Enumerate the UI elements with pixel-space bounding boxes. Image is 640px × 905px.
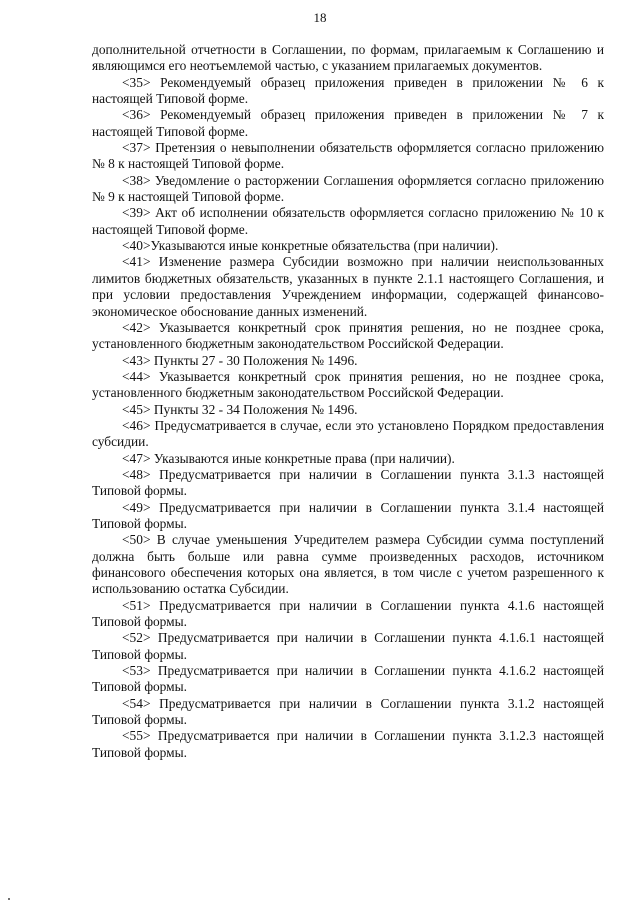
footnote-paragraph: <52> Предусматривается при наличии в Соглашении пункта 4.1.6.1 настоящей Типовой формы. [92,630,604,662]
footnote-paragraph: <49> Предусматривается при наличии в Соглашении пункта 3.1.4 настоящей Типовой формы. [92,499,604,531]
footnote-paragraph: <39> Акт об исполнении обязательств оформляется согласно приложению № 10 к настоящей Типовой форме. [92,205,604,237]
footnote-paragraph: <55> Предусматривается при наличии в Соглашении пункта 3.1.2.3 настоящей Типовой формы. [92,728,604,760]
footnote-paragraph: <51> Предусматривается при наличии в Соглашении пункта 4.1.6 настоящей Типовой формы. [92,597,604,630]
footnote-paragraph: <47> Указываются иные конкретные права (при наличии). [122,450,455,466]
scan-speck [8,898,10,900]
footnote-paragraph: <43> Пункты 27 - 30 Положения № 1496. [122,352,358,368]
footnote-paragraph: <42> Указывается конкретный срок принятия решения, но не позднее срока, установленного бюджетным законодательством Российской Федерации. [92,319,604,352]
footnote-paragraph: <48> Предусматривается при наличии в Соглашении пункта 3.1.3 настоящей Типовой формы. [92,466,604,499]
footnotes-body [92,42,604,761]
footnote-paragraph: <53> Предусматривается при наличии в Соглашении пункта 4.1.6.2 настоящей Типовой формы. [92,663,604,695]
footnote-paragraph: <36> Рекомендуемый образец приложения приведен в приложении № 7 к настоящей Типовой форме. [92,107,604,139]
footnote-paragraph: <37> Претензия о невыполнении обязательств оформляется согласно приложению № 8 к настоящей Типовой форме. [92,140,604,172]
footnote-paragraph: <44> Указывается конкретный срок принятия решения, но не позднее срока, установленного бюджетным законодательством Российской Федерации. [92,368,604,401]
page-number: 18 [313,10,327,25]
footnote-paragraph: <46> Предусматривается в случае, если это установлено Порядком предоставления субсидии. [92,417,604,450]
footnote-paragraph: <50> В случае уменьшения Учредителем размера Субсидии сумма поступлений должна быть больше или равна сумме произведенных расходов, источником финансового обеспечения которых она является, в том числе с учетом разрешенного к использованию остатка Субсидии. [92,532,604,597]
footnote-paragraph: <40>Указываются иные конкретные обязательства (при наличии). [122,238,499,254]
footnote-paragraph: <45> Пункты 32 - 34 Положения № 1496. [122,401,358,417]
footnote-paragraph: <38> Уведомление о расторжении Соглашения оформляется согласно приложению № 9 к настоящей Типовой форме. [92,172,604,205]
paragraph-continuation: дополнительной отчетности в Соглашении, по формам, прилагаемым к Соглашению и являющимся его неотъемлемой частью, с указанием прилагаемых документов. [92,42,604,74]
footnote-paragraph: <35> Рекомендуемый образец приложения приведен в приложении № 6 к настоящей Типовой форме. [92,74,604,107]
footnote-paragraph: <41> Изменение размера Субсидии возможно при наличии неиспользованных лимитов бюджетных обязательств, указанных в пункте 2.1.1 настоящего Соглашения, и при условии предоставления Учреждением информации, содержащей финансово-экономическое обоснование данных изменений. [92,254,604,319]
footnote-paragraph: <54> Предусматривается при наличии в Соглашении пункта 3.1.2 настоящей Типовой формы. [92,695,604,728]
